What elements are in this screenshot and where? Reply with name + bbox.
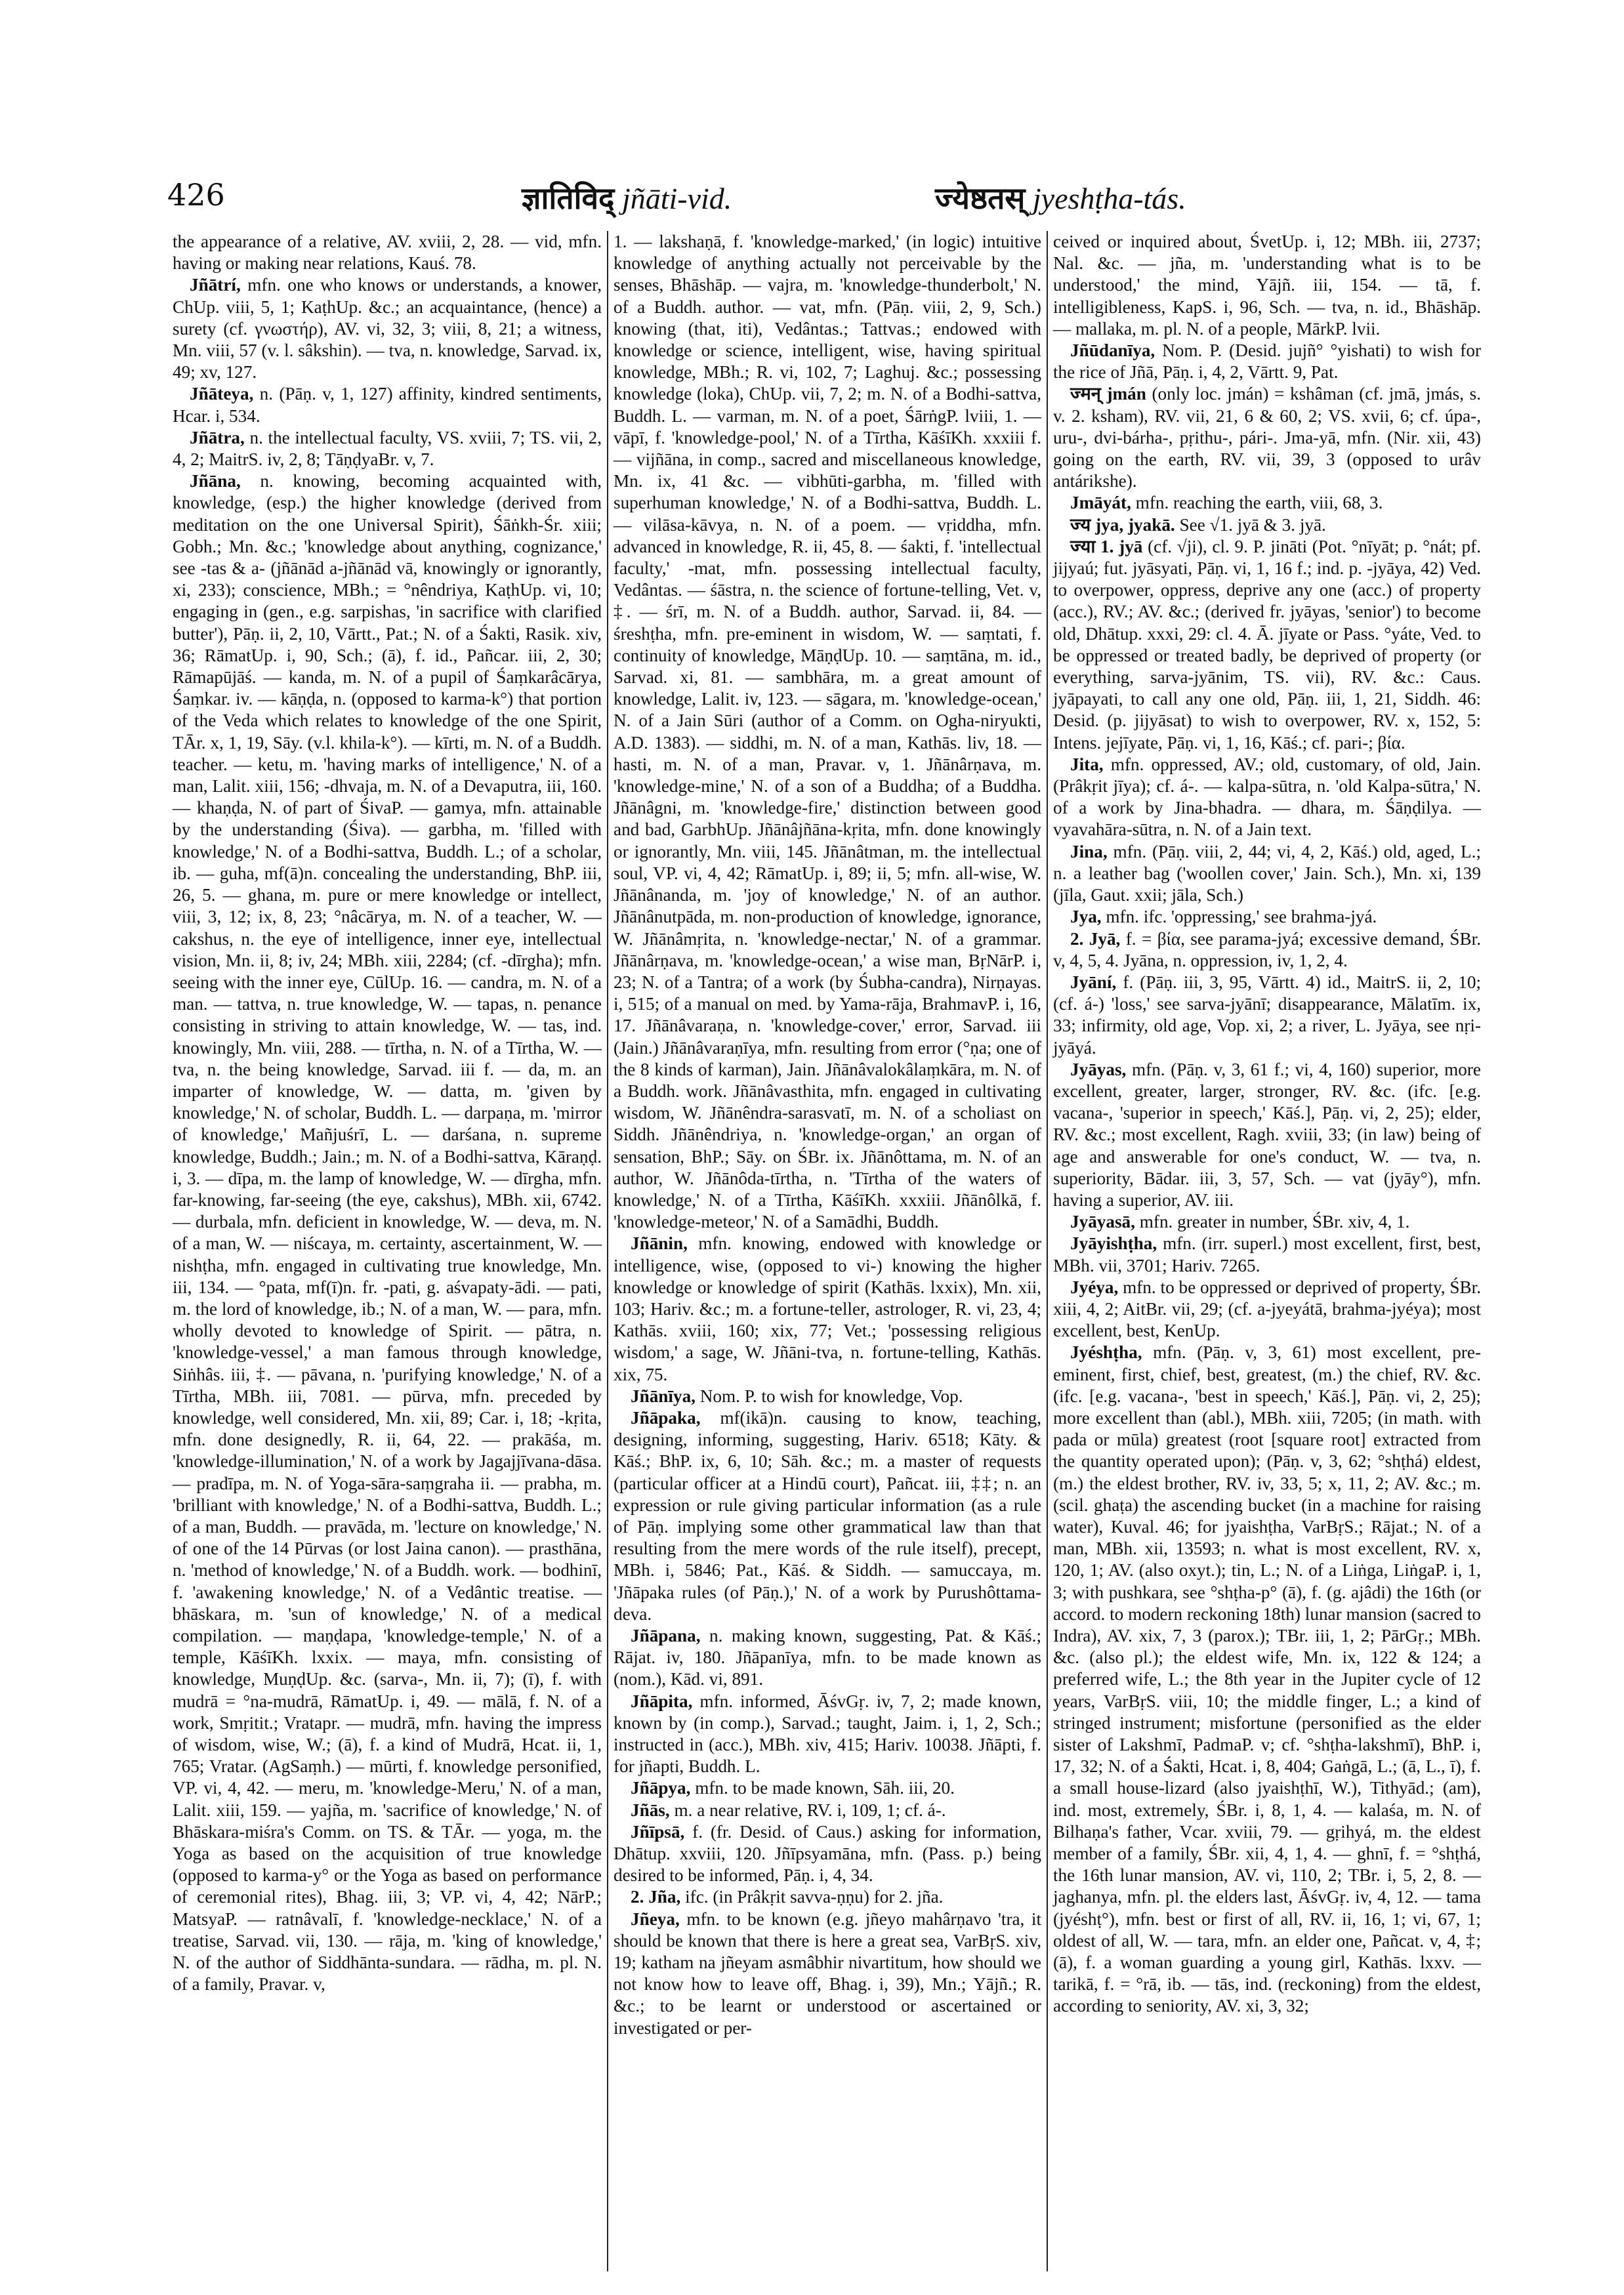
column-1 xyxy=(167,231,607,2271)
entry-headword: Jñāpana, xyxy=(631,1626,701,1645)
entry-definition: mfn. one who knows or understands, a knower, ChUp. viii, 5, 1; KaṭhUp. &c.; an acquaintance, (hence) a surety (cf. γνωστήρ), AV. vi, 32, 3; viii, 8, 21; a witness, Mn. viii, 57 (v. l. sâkshin). — tva, n. knowledge, Sarvad. ix, 49; xv, 127. xyxy=(173,275,602,382)
entry-headword: Jyéshṭha, xyxy=(1070,1342,1142,1363)
entry-headword: Jñātrí, xyxy=(190,275,241,295)
entry-headword: Jñīpsā, xyxy=(631,1821,685,1842)
dictionary-entry xyxy=(1053,1211,1481,1233)
entry-headword: Jyāní, xyxy=(1070,972,1117,992)
dictionary-entry xyxy=(614,1233,1041,1385)
dictionary-entry xyxy=(1053,1059,1481,1211)
entry-definition: 1. — lakshaṇā, f. 'knowledge-marked,' (in logic) intuitive knowledge of anything actually not perceivable by the senses, Bhāshāp. — vajra, m. 'knowledge-thunderbolt,' N. of a Buddh. author. — vat, mfn. (Pāṇ. viii, 2, 9, Sch.) knowing (that, iti), Vedântas.; Tattvas.; endowed with knowledge or science, intelligent, wise, having spiritual knowledge, MBh.; R. vi, 102, 7; Laghuj. &c.; possessing knowledge (loka), ChUp. vii, 7, 2; m. N. of a Bodhi-sattva, Buddh. L. — varman, m. N. of a poet, ŚārṅgP. lviii, 1. — vāpī, f. 'knowledge-pool,' N. of a Tīrtha, KāśīKh. xxxiii f. — vijñāna, in comp., sacred and miscellaneous knowledge, Mn. ix, 41 &c. — vibhūti-garbha, m. 'filled with superhuman knowledge,' N. of a Bodhi-sattva, Buddh. L. — vilāsa-kāvya, n. N. of a poem. — vṛiddha, mfn. advanced in knowledge, R. ii, 45, 8. — śakti, f. 'intellectual faculty,' -mat, mfn. possessing intellectual faculty, Vedântas. — śāstra, n. the science of fortune-telling, Vet. v, ‡. — śrī, m. N. of a Buddh. author, Sarvad. ii, 84. — śreshṭha, mfn. pre-eminent in wisdom, W. — saṃtati, f. continuity of knowledge, MāṇḍUp. 10. — saṃtāna, m. id., Sarvad. xi, 81. — sambhāra, m. a great amount of knowledge, Lalit. iv, 123. — sāgara, m. 'knowledge-ocean,' N. of a Jain Sūri (author of a Comm. on Ogha-niryukti, A.D. 1383). — siddhi, m. N. of a man, Kathās. liv, 18. — hasti, m. N. of a man, Pravar. v, 1. Jñānârṇava, m. 'knowledge-mine,' N. of a son of a Buddha; of a Buddha. Jñānâgni, m. 'knowledge-fire,' distinction between good and bad, GarbhUp. Jñānâjñāna-kṛita, mfn. done knowingly or ignorantly, Mn. viii, 145. Jñānâtman, m. the intellectual soul, VP. vi, 4, 42; RāmatUp. i, 89; ii, 5; mfn. all-wise, W. Jñānânanda, m. 'joy of knowledge,' N. of an author. Jñānânutpāda, m. non-production of knowledge, ignorance, W. Jñānâmṛita, n. 'knowledge-nectar,' N. of a grammar. Jñānârṇava, m. 'knowledge-ocean,' a wise man, BṛNārP. i, 23; N. of a Tantra; of a work (by Śubha-candra), Nirṇayas. i, 515; of a manual on med. by Yama-rāja, BrahmavP. i, 16, 17. Jñānâvaraṇa, n. 'knowledge-cover,' error, Sarvad. iii (Jain.) Jñānâvaraṇīya, mfn. resulting from error (°ṇa; one of the 8 kinds of karman), Jain. Jñānâvalokâlaṃkāra, m. N. of a Buddh. work. Jñānâvasthita, mfn. engaged in cultivating wisdom, W. Jñānêndra-sarasvatī, m. N. of a scholiast on Siddh. Jñānêndriya, n. 'knowledge-organ,' an organ of sensation, BhP.; Sāy. on ŚBr. ix. Jñānôttama, m. N. of an author, W. Jñānôda-tīrtha, n. 'Tīrtha of the waters of knowledge,' N. of a Tīrtha, KāśīKh. xxxiii. Jñānôlkā, f. 'knowledge-meteor,' N. of a Samādhi, Buddh. xyxy=(614,232,1041,1232)
entry-headword: ज्मन् jmán xyxy=(1070,384,1146,404)
dictionary-columns xyxy=(167,231,1512,2271)
entry-headword: 2. Jyā, xyxy=(1070,928,1121,949)
entry-definition: the appearance of a relative, AV. xviii, 2, 28. — vid, mfn. having or making near relations, Kauś. 78. xyxy=(173,232,602,274)
dictionary-entry xyxy=(1053,972,1481,1059)
entry-headword: Jya, xyxy=(1070,907,1102,927)
dictionary-entry xyxy=(614,1886,1041,1908)
entry-headword: Jñāpita, xyxy=(631,1691,693,1711)
entry-definition: mfn. knowing, endowed with knowledge or intelligence, wise, (opposed to vi-) knowing the higher knowledge or knowledge of spirit (Kathās. lxxix), Mn. xii, 103; Hariv. &c.; m. a fortune-teller, astrologer, R. vi, 23, 4; Kathās. xviii, 160; xix, 77; Vet.; 'possessing religious wisdom,' a sage, W. Jñāni-tva, n. fortune-telling, Kathās. xix, 75. xyxy=(614,1233,1041,1384)
dictionary-entry xyxy=(173,274,602,383)
entry-headword: Jyéya, xyxy=(1070,1277,1119,1297)
entry-definition: f. = βία, see parama-jyá; excessive demand, ŚBr. v, 4, 5, 4. Jyāna, n. oppression, iv, 1, 2, 4. xyxy=(1053,928,1481,970)
entry-headword: Jyāyasā, xyxy=(1070,1212,1135,1232)
dictionary-entry xyxy=(173,427,602,470)
entry-headword: Jina, xyxy=(1070,841,1108,861)
dictionary-entry xyxy=(1053,536,1481,754)
entry-definition: Nom. P. to wish for knowledge, Vop. xyxy=(699,1386,963,1406)
entry-headword: Jñūdanīya, xyxy=(1070,341,1156,361)
page-number: 426 xyxy=(167,177,225,213)
dictionary-entry xyxy=(173,470,602,1995)
entry-definition: mfn. ifc. 'oppressing,' see brahma-jyá. xyxy=(1106,907,1377,927)
dictionary-entry xyxy=(614,1800,1041,1821)
entry-definition: See √1. jyā & 3. jyā. xyxy=(1179,514,1326,535)
entry-headword: ज्य jya, jyakā. xyxy=(1070,514,1175,535)
entry-headword: Jñāpaka, xyxy=(631,1407,701,1428)
entry-definition: mfn. (irr. superl.) most excellent, first, best, MBh. vii, 3701; Hariv. 7265. xyxy=(1053,1233,1482,1275)
entry-headword: ज्या 1. jyā xyxy=(1070,536,1143,556)
left-guide-word xyxy=(522,177,732,218)
entry-headword: Jyāyas, xyxy=(1070,1059,1127,1079)
entry-definition: mfn. to be oppressed or deprived of property, ŚBr. xiii, 4, 2; AitBr. vii, 29; (cf. a-jyeyátā, brahma-jyéya); most excellent, best, KenUp. xyxy=(1053,1277,1482,1341)
entry-definition: m. a near relative, RV. i, 109, 1; cf. á-. xyxy=(674,1800,946,1820)
column-2 xyxy=(607,231,1047,2271)
entry-definition: f. (Pāṇ. iii, 3, 95, Vārtt. 4) id., MaitrS. ii, 2, 10; (cf. á-) 'loss,' see sarva-jyānī; disappearance, Mālatīm. ix, 33; infirmity, old age, Vop. xi, 2; a river, L. Jyāya, see nṛi-jyāyá. xyxy=(1053,972,1481,1058)
dictionary-entry xyxy=(1053,1277,1481,1342)
entry-definition: n. (Pāṇ. v, 1, 127) affinity, kindred sentiments, Hcar. i, 534. xyxy=(173,384,602,426)
entry-definition: ifc. (in Prâkṛit savva-ṇṇu) for 2. jña. xyxy=(685,1887,944,1907)
entry-definition: mfn. (Pāṇ. viii, 2, 44; vi, 4, 2, Kāś.) old, aged, L.; n. a leather bag ('woollen cover,' Jain. Sch.), Mn. xi, 139 (jīla, Gaut. xxii; jāla, Sch.) xyxy=(1053,841,1481,905)
entry-headword: Jñāteya, xyxy=(190,384,254,404)
entry-headword: Jñānin, xyxy=(631,1233,688,1254)
entry-definition: mfn. reaching the earth, viii, 68, 3. xyxy=(1135,493,1383,513)
entry-definition: mfn. oppressed, AV.; old, customary, of old, Jain. (Prâkṛit jīya); cf. á-. — kalpa-sūtra, n. 'old Kalpa-sūtra,' N. of a work by Jina-bhadra. — dhara, m. Śāṇḍilya. — vyavahāra-sūtra, n. N. of a Jain text. xyxy=(1053,754,1482,840)
entry-definition: mfn. to be made known, Sāh. iii, 20. xyxy=(695,1778,955,1798)
left-guide-devanagari: ज्ञातिविद् xyxy=(522,182,615,215)
entry-definition: n. knowing, becoming acquainted with, knowledge, (esp.) the higher knowledge (derived from meditation on the one Universal Spirit), Śāṅkh-Śr. xiii; Gobh.; Mn. &c.; 'knowledge about anything, cognizance,' see -tas & a- (jñānād a-jñānād vā, knowingly or ignorantly, xi, 233); conscience, MBh.; = °nêndriya, KaṭhUp. vi, 10; engaging in (gen., e.g. sarpishas, 'in sacrifice with clarified butter'), Pāṇ. ii, 2, 10, Vārtt., Pat.; N. of a Śakti, Rasik. xiv, 36; RāmatUp. i, 90, Sch.; (ā), f. id., Pañcar. iii, 2, 30; Rāmapūjāś. — kanda, m. N. of a pupil of Śaṃkarâcārya, Śaṃkar. iv. — kāṇḍa, n. (opposed to karma-k°) that portion of the Veda which relates to knowledge of the one Spirit, TĀr. x, 1, 19, Sāy. (v.l. khila-k°). — kīrti, m. N. of a Buddh. teacher. — ketu, m. 'having marks of intelligence,' N. of a man, Lalit. xiii, 156; -dhvaja, m. N. of a Devaputra, iii, 160. — khaṇḍa, N. of part of ŚivaP. — gamya, mfn. attainable by the understanding (Śiva). — garbha, m. 'filled with knowledge,' N. of a Bodhi-sattva, Buddh. L.; of a scholar, ib. — guha, mf(ā)n. concealing the understanding, BhP. iii, 26, 5. — ghana, m. pure or mere knowledge or intellect, viii, 3, 12; ix, 8, 23; °nâcārya, m. N. of a teacher, W. — cakshus, n. the eye of intelligence, inner eye, intellectual vision, Mn. ii, 8; iv, 24; MBh. xiii, 2284; (cf. -dīrgha); mfn. seeing with the inner eye, CūlUp. 16. — candra, m. N. of a man. — tattva, n. true knowledge, W. — tapas, n. penance consisting in striving to attain knowledge, W. — tas, ind. knowingly, Mn. viii, 288. — tīrtha, n. N. of a Tīrtha, W. — tva, n. the being knowledge, Sarvad. iii f. — da, m. an imparter of knowledge, W. — datta, m. 'given by knowledge,' N. of scholar, Buddh. L. — darpaṇa, m. 'mirror of knowledge,' Mañjuśrī, L. — darśana, n. supreme knowledge, Buddh.; Jain.; m. N. of a Bodhi-sattva, Kāraṇḍ. i, 3. — dīpa, m. the lamp of knowledge, W. — dīrgha, mfn. far-knowing, far-seeing (the eye, cakshus), MBh. xii, 6742. — durbala, mfn. deficient in knowledge, W. — deva, m. N. of a man, W. — niścaya, m. certainty, ascertainment, W. — nishṭha, mfn. engaged in cultivating true knowledge, Mn. iii, 134. — °pata, mf(ī)n. fr. -pati, g. aśvapaty-ādi. — pati, m. the lord of knowledge, ib.; N. of a man, W. — para, mfn. wholly devoted to knowledge of Spirit. — pātra, n. 'knowledge-vessel,' a man famous through knowledge, Siṅhâs. iii, ‡. — pāvana, n. 'purifying knowledge,' N. of a Tīrtha, MBh. iii, 7081. — pūrva, mfn. preceded by knowledge, well considered, Mn. xii, 89; Car. i, 18; -kṛita, mfn. done designedly, R. ii, 64, 22. — prakāśa, m. 'knowledge-illumination,' N. of a work by Jagajjīvana-dāsa. — pradīpa, m. N. of Yoga-sāra-saṃgraha ii. — prabha, m. 'brilliant with knowledge,' N. of a Bodhi-sattva, Buddh. L.; of a man, Buddh. — pravāda, m. 'lecture on knowledge,' N. of one of the 14 Pūrvas (or lost Jaina canon). — prasthāna, n. 'method of knowledge,' N. of a Buddh. work. — bodhinī, f. 'awakening knowledge,' N. of a Vedântic treatise. — bhāskara, m. 'sun of knowledge,' N. of a medical compilation. — maṇḍapa, 'knowledge-temple,' N. of a temple, KāśīKh. lxxix. — maya, mfn. consisting of knowledge, MuṇḍUp. &c. (sarva-, Mn. ii, 7); (ī), f. with mudrā = °na-mudrā, RāmatUp. i, 49. — mālā, f. N. of a work, Smṛitit.; Vratapr. — mudrā, mfn. having the impress of wisdom, wise, W.; (ā), f. a kind of Mudrā, Hcat. ii, 1, 765; Vratar. (AgSaṃh.) — mūrti, f. knowledge personified, VP. vi, 4, 42. — meru, m. 'knowledge-Meru,' N. of a man, Lalit. xiii, 159. — yajña, m. 'sacrifice of knowledge,' N. of Bhāskara-miśra's Comm. on TS. & TĀr. — yoga, m. the Yoga as based on the acquisition of true knowledge (opposed to karma-y° or the Yoga as based on performance of ceremonial rites), Bhag. iii, 3; VP. vi, 4, 42; NārP.; MatsyaP. — ratnâvalī, f. 'knowledge-necklace,' N. of a treatise, Sarvad. vii, 130. — rāja, m. 'king of knowledge,' N. of the author of Siddhānta-sundara. — rādha, m. pl. N. of a family, Pravar. v, xyxy=(173,471,602,1995)
dictionary-entry xyxy=(1053,1233,1481,1276)
dictionary-entry xyxy=(614,1407,1041,1625)
entry-headword: Jyāyishṭha, xyxy=(1070,1233,1157,1254)
dictionary-entry xyxy=(614,1386,1041,1407)
dictionary-entry xyxy=(614,1625,1041,1691)
entry-definition: mfn. (Pāṇ. v, 3, 61 f.; vi, 4, 160) superior, more excellent, greater, larger, stronger, RV. &c. (ifc. [e.g. vacana-, 'superior in speech,' Kāś.], Pāṇ. vi, 2, 25); elder, RV. &c.; most excellent, Ragh. xviii, 33; (in law) being of age and answerable for one's conduct, W. — tva, n. superiority, Bādar. iii, 3, 57, Sch. — vat (jyāy°), mfn. having a superior, AV. iii. xyxy=(1053,1059,1481,1210)
entry-definition: mfn. greater in number, ŚBr. xiv, 4, 1. xyxy=(1139,1212,1410,1232)
dictionary-entry xyxy=(1053,841,1481,907)
dictionary-entry xyxy=(1053,514,1481,536)
left-guide-roman: jñāti-vid. xyxy=(621,182,732,215)
dictionary-entry xyxy=(614,231,1041,1233)
entry-headword: Jñāna, xyxy=(190,471,241,491)
column-3 xyxy=(1047,231,1486,2271)
entry-definition: mfn. to be known (e.g. jñeyo mahârṇavo 'tra, it should be known that there is here a great sea, VarBṛS. xiv, 19; katham na jñeyam asmâbhir nivartitum, how should we not know how to leave off, Bhag. i, 39), Mn.; Yājñ.; R. &c.; to be learnt or understood or ascertained or investigated or per- xyxy=(614,1909,1042,2038)
dictionary-entry xyxy=(1053,383,1481,492)
entry-definition: mfn. (Pāṇ. v, 3, 61) most excellent, pre-eminent, first, chief, best, greatest, (m.) the chief, RV. &c. (ifc. [e.g. vacana-, 'best in speech,' Kāś.], Pāṇ. vi, 2, 25); more excellent than (abl.), MBh. xiii, 7205; (in math. with pada or mūla) greatest (root [square root] extracted from the quantity operated upon); (Pāṇ. v, 3, 62; °shṭhá) eldest, (m.) the eldest brother, RV. iv, 33, 5; x, 11, 2; AV. &c.; m. (scil. ghaṭa) the ascending bucket (in a machine for raising water), Kuval. 46; for jyaishṭha, VarBṛS.; Rājat.; N. of a man, MBh. xii, 13593; n. what is most excellent, RV. x, 120, 1; AV. (also oxyt.); tin, L.; N. of a Liṅga, LiṅgaP. i, 1, 3; with pushkara, see °shṭha-p° (ā), f. (g. ajâdi) the 16th (or accord. to modern reckoning 18th) lunar mansion (sacred to Indra), AV. xix, 7, 3 (parox.); TBr. iii, 1, 2; PārGṛ.; MBh. &c. (also pl.); the eldest wife, Mn. ix, 122 & 124; a preferred wife, L.; the 8th year in the Jupiter cycle of 12 years, VarBṛS. viii, 10; the middle finger, L.; a kind of stringed instrument; misfortune (personified as the elder sister of Lakshmī, PadmaP. v; cf. °shṭha-lakshmī), BhP. i, 17, 32; N. of a Śakti, Hcat. i, 8, 404; Gaṅgā, L.; (ā, L., ī), f. a small house-lizard (also jyaishṭhī, W.), Tithyād.; (am), ind. most, extremely, ŚBr. i, 8, 1, 4. — kalaśa, m. N. of Bilhaṇa's father, Vcar. xviii, 79. — gṛihyá, m. the eldest member of a family, ŚBr. xii, 4, 1, 4. — ghnī, f. = °shṭhá, the 16th lunar mansion, AV. vi, 110, 2; TBr. i, 5, 2, 8. — jaghanya, mfn. pl. the elders last, ĀśvGṛ. iv, 4, 12. — tama (jyéshṭ°), mfn. best or first of all, RV. ii, 16, 1; vi, 67, 1; oldest of all, W. — tara, mfn. an elder one, Pañcat. v, 4, ‡; (ā), f. a woman guarding a young girl, Kathās. lxxv. — tarikā, f. = °rā, ib. — tās, ind. (reckoning) from the eldest, according to seniority, AV. xi, 3, 32; xyxy=(1053,1342,1481,2016)
entry-definition: n. the intellectual faculty, VS. xviii, 7; TS. vii, 2, 4, 2; MaitrS. iv, 2, 8; TāṇḍyaBr. v, 7. xyxy=(173,427,602,470)
entry-definition: (cf. √ji), cl. 9. P. jināti (Pot. °nīyāt; p. °nát; pf. jijyaú; fut. jyāsyati, Pāṇ. vi, 1, 16 f.; ind. p. -jyāya, 42) Ved. to overpower, oppress, deprive any one (acc.) of property (acc.), RV.; AV. &c.; (derived fr. jyāyas, 'senior') to become old, Dhātup. xxxi, 29: cl. 4. Ā. jīyate or Pass. °yáte, Ved. to be oppressed or treated badly, be deprived of property (or everything, sarva-jyānim, TS. vii), RV. &c.: Caus. jyāpayati, to call any one old, Pāṇ. iii, 1, 21, Siddh. 46: Desid. (p. jijyāsat) to wish to overpower, RV. x, 152, 5: Intens. jejīyate, Pāṇ. vi, 1, 16, Kāś.; cf. pari-; βία. xyxy=(1053,536,1481,753)
right-guide-devanagari: ज्येष्ठतस् xyxy=(935,182,1026,215)
entry-definition: n. making known, suggesting, Pat. & Kāś.; Rājat. iv, 180. Jñāpanīya, mfn. to be made known as (nom.), Kād. vi, 891. xyxy=(614,1626,1041,1689)
entry-definition: Nom. P. (Desid. jujñ° °yishati) to wish for the rice of Jñā, Pāṇ. i, 4, 2, Vārtt. 9, Pat. xyxy=(1053,341,1481,382)
dictionary-entry xyxy=(1053,928,1481,972)
dictionary-entry xyxy=(1053,492,1481,514)
dictionary-entry xyxy=(614,1777,1041,1799)
entry-definition: mf(ikā)n. causing to know, teaching, designing, informing, suggesting, Hariv. 6518; Kāty. & Kāś.; BhP. ix, 6, 10; Sāh. &c.; m. a master of requests (particular officer at a Hindū court), Pañcat. iii, ‡‡; n. an expression or rule giving particular information (as a rule of Pāṇ. implying some other grammatical law than that resulting from the mere words of the rule itself), precept, MBh. i, 5846; Pat., Kāś. & Siddh. — samuccaya, m. 'Jñāpaka rules (of Pāṇ.),' N. of a work by Purushôttama-deva. xyxy=(614,1407,1042,1624)
entry-definition: ceived or inquired about, ŚvetUp. i, 12; MBh. iii, 2737; Nal. &c. — jña, m. 'understanding what is to be understood,' the mind, Yājñ. iii, 154. — tā, f. intelligibleness, KapS. i, 96, Sch. — tva, n. id., Bhāshāp. — mallaka, m. pl. N. of a people, MārkP. lvii. xyxy=(1053,232,1481,339)
dictionary-entry xyxy=(1053,340,1481,383)
dictionary-entry xyxy=(173,383,602,426)
dictionary-entry xyxy=(614,1821,1041,1887)
entry-definition: mfn. informed, ĀśvGṛ. iv, 7, 2; made known, known by (in comp.), Sarvad.; taught, Jaim. i, 1, 2, Sch.; instructed in (acc.), MBh. xiv, 415; Hariv. 10038. Jñāpti, f. for jñapti, Buddh. L. xyxy=(614,1691,1042,1777)
entry-headword: Jñeya, xyxy=(631,1909,680,1929)
dictionary-entry xyxy=(614,1909,1041,2039)
entry-headword: Jñās, xyxy=(631,1800,670,1820)
entry-headword: Jmāyát, xyxy=(1070,493,1131,513)
entry-definition: (only loc. jmán) = kshâman (cf. jmā, jmás, s. v. 2. ksham), RV. vii, 21, 6 & 60, 2; VS. xvii, 6; cf. úpa-, uru-, dvi-bárha-, pṛithu-, pári-. Jma-yā, mfn. (Nir. xii, 43) going on the earth, RV. vii, 39, 3 (opposed to urâv antárikshe). xyxy=(1053,384,1481,491)
dictionary-entry xyxy=(1053,754,1481,841)
right-guide-roman: jyeshṭha-tás. xyxy=(1032,182,1186,215)
dictionary-entry xyxy=(614,1691,1041,1778)
entry-headword: 2. Jña, xyxy=(631,1887,681,1907)
entry-headword: Jñāpya, xyxy=(631,1778,691,1798)
dictionary-entry xyxy=(1053,231,1481,340)
dictionary-entry xyxy=(1053,1342,1481,2017)
entry-headword: Jita, xyxy=(1070,754,1104,774)
entry-headword: Jñātra, xyxy=(190,427,245,447)
dictionary-entry xyxy=(1053,906,1481,928)
right-guide-word xyxy=(935,177,1186,218)
entry-headword: Jñānīya, xyxy=(631,1386,696,1406)
entry-definition: f. (fr. Desid. of Caus.) asking for information, Dhātup. xxviii, 120. Jñīpsyamāna, mfn. (Pass. p.) being desired to be informed, Pāṇ. i, 4, 34. xyxy=(614,1821,1042,1886)
running-header xyxy=(167,177,1512,223)
dictionary-entry xyxy=(173,231,602,274)
